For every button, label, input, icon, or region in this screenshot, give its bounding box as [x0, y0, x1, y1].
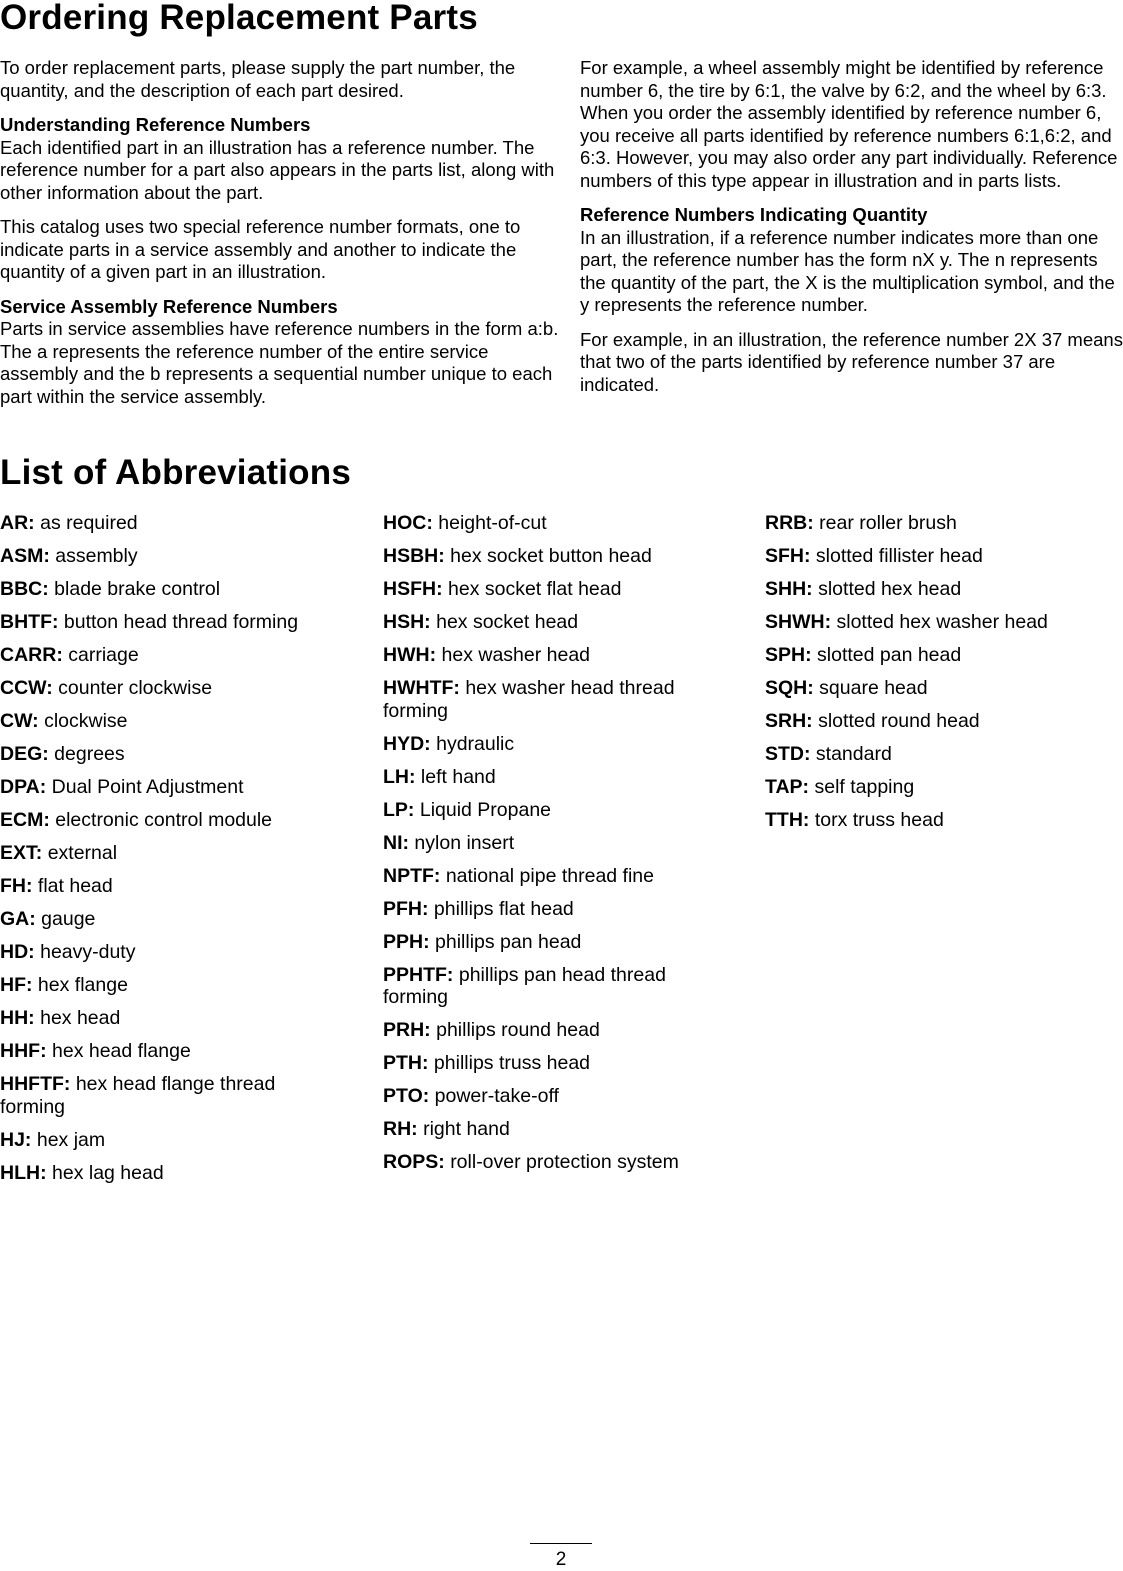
abbreviation-entry [383, 898, 728, 921]
abbreviation-entry [0, 1007, 330, 1030]
abbreviation-term: PTH: [383, 1052, 429, 1074]
abbreviation-term: SPH: [765, 644, 812, 666]
abbreviation-term: PPH: [383, 930, 430, 953]
abbreviation-term: SQH: [765, 677, 814, 699]
abbreviation-entry [383, 1151, 728, 1174]
abbreviation-entry [765, 776, 1123, 799]
abbreviation-definition: square head [819, 677, 928, 699]
abbreviation-definition: carriage [68, 644, 139, 666]
abbreviation-entry [383, 733, 728, 756]
abbreviation-definition: left hand [420, 765, 496, 788]
abbreviation-definition: as required [40, 512, 138, 534]
abbreviation-definition: counter clockwise [58, 677, 213, 699]
abbreviation-definition: button head thread forming [63, 611, 299, 633]
abbreviation-term: SRH: [765, 710, 813, 732]
abbreviation-term: HH: [0, 1007, 35, 1029]
abbreviation-term: LP: [383, 798, 415, 821]
section-heading-quantity: Reference Numbers Indicating Quantity [580, 204, 928, 225]
abbreviation-definition: hex socket head [436, 611, 579, 633]
abbreviation-term: CARR: [0, 644, 63, 666]
abbreviation-entry [765, 743, 1123, 766]
abbreviation-entry [0, 710, 330, 733]
intro-paragraph: To order replacement parts, please supply the part number, the quantity, and the description of each part desired. [0, 57, 516, 101]
abbreviation-term: BBC: [0, 578, 49, 600]
abbreviations-column-3 [765, 512, 1123, 842]
section-heading-understanding: Understanding Reference Numbers [0, 114, 311, 135]
abbreviation-entry [0, 1040, 330, 1063]
abbreviation-entry [0, 941, 330, 964]
abbreviation-definition: national pipe thread fine [445, 864, 654, 887]
abbreviation-entry [383, 677, 728, 722]
abbreviation-entry [0, 545, 330, 568]
abbreviation-definition: Liquid Propane [419, 798, 552, 821]
abbreviation-definition: heavy-duty [40, 941, 136, 963]
abbreviation-entry [0, 908, 330, 931]
abbreviation-entry [383, 865, 728, 888]
abbreviation-term: HF: [0, 974, 33, 996]
abbreviation-entry [0, 1129, 330, 1152]
abbreviation-term: RH: [383, 1118, 418, 1140]
ordering-column-left [0, 57, 560, 420]
abbreviation-term: ECM: [0, 809, 50, 831]
abbreviation-entry [383, 964, 728, 1009]
abbreviation-entry [765, 512, 1123, 535]
abbreviation-definition: roll-over protection system [450, 1151, 679, 1173]
abbreviation-entry [0, 644, 330, 667]
abbreviation-definition: gauge [41, 908, 96, 930]
abbreviation-entry [383, 766, 728, 789]
abbreviation-term: HHF: [0, 1040, 47, 1062]
abbreviation-term: GA: [0, 908, 36, 930]
abbreviation-definition: hydraulic [436, 732, 515, 755]
abbreviation-entry [765, 809, 1123, 832]
abbreviation-definition: self tapping [814, 776, 915, 798]
abbreviation-entry [383, 611, 728, 634]
abbreviation-term: CW: [0, 710, 39, 732]
abbreviation-definition: degrees [54, 743, 125, 765]
abbreviation-entry [0, 512, 330, 535]
section-heading-service-assembly: Service Assembly Reference Numbers [0, 295, 338, 317]
abbreviation-definition: nylon insert [414, 831, 515, 854]
ordering-column-right [580, 57, 1123, 408]
abbreviation-definition: slotted hex washer head [836, 611, 1048, 633]
abbreviation-definition: hex flange [37, 974, 128, 996]
abbreviation-definition: electronic control module [55, 809, 273, 831]
abbreviation-definition: hex washer head [441, 644, 591, 666]
abbreviation-definition: hex socket flat head [448, 578, 622, 600]
abbreviation-term: HSBH: [383, 545, 445, 567]
abbreviation-definition: hex head flange thread forming [0, 1073, 276, 1118]
abbreviation-term: PFH: [383, 897, 429, 920]
abbreviation-term: TAP: [765, 776, 810, 798]
abbreviation-definition: power-take-off [434, 1085, 559, 1107]
abbreviation-term: DEG: [0, 743, 49, 765]
abbreviation-entry [765, 578, 1123, 601]
abbreviation-entry [383, 799, 728, 822]
abbreviation-term: STD: [765, 743, 811, 765]
abbreviation-term: NPTF: [383, 864, 441, 887]
abbreviation-term: DPA: [0, 776, 47, 798]
abbreviation-term: HSH: [383, 611, 431, 633]
abbreviation-definition: hex jam [36, 1128, 106, 1151]
abbreviation-definition: slotted fillister head [815, 545, 983, 567]
abbreviation-definition: standard [815, 743, 892, 765]
abbreviation-entry [765, 677, 1123, 700]
abbreviation-entry [383, 1118, 728, 1141]
abbreviation-definition: slotted pan head [817, 644, 962, 666]
understanding-paragraph-2: This catalog uses two special reference number formats, one to indicate parts in a service assembly and another to indicate the quantity of a given part in an illustration. [0, 216, 521, 282]
abbreviation-term: LH: [383, 765, 416, 788]
abbreviations-title: List of Abbreviations [0, 453, 351, 492]
abbreviation-term: FH: [0, 875, 33, 897]
abbreviation-entry [0, 611, 330, 634]
abbreviation-definition: phillips round head [436, 1019, 600, 1041]
abbreviation-term: CCW: [0, 677, 53, 699]
abbreviation-term: EXT: [0, 842, 43, 864]
abbreviation-definition: right hand [423, 1118, 510, 1140]
abbreviation-definition: Dual Point Adjustment [51, 776, 244, 798]
abbreviation-term: SFH: [765, 545, 811, 567]
abbreviation-entry [383, 931, 728, 954]
abbreviation-definition: hex lag head [52, 1161, 164, 1184]
abbreviation-term: AR: [0, 512, 35, 534]
abbreviation-term: HSFH: [383, 578, 443, 600]
abbreviation-entry [0, 1162, 330, 1185]
abbreviation-term: HWHTF: [383, 677, 460, 699]
abbreviation-definition: hex head [40, 1007, 121, 1029]
abbreviation-term: HLH: [0, 1161, 47, 1184]
abbreviation-term: PTO: [383, 1085, 430, 1107]
abbreviations-column-2 [383, 512, 728, 1184]
abbreviation-entry [383, 512, 728, 535]
abbreviation-definition: assembly [55, 545, 138, 567]
abbreviation-entry [0, 1073, 330, 1118]
abbreviation-definition: phillips truss head [433, 1052, 591, 1074]
abbreviation-term: HYD: [383, 732, 431, 755]
service-assembly-paragraph-1: Parts in service assemblies have reference numbers in the form a:b. The a represents the reference number of the entire service assembly and the b represents a sequential number unique to each part within the service assembly. [0, 318, 559, 407]
abbreviation-entry [0, 842, 330, 865]
abbreviation-definition: height-of-cut [438, 512, 547, 534]
page-title: Ordering Replacement Parts [0, 0, 478, 37]
abbreviation-definition: torx truss head [814, 809, 944, 831]
abbreviation-entry [0, 776, 330, 799]
abbreviations-column-1 [0, 512, 330, 1195]
service-assembly-paragraph-2: For example, a wheel assembly might be identified by reference number 6, the tire by 6:1, the valve by 6:2, and the wheel by 6:3. When you order the assembly identified by reference number 6, you receive all parts identified by reference numbers 6:1,6:2, and 6:3. However, you may also order any part individually. Reference numbers of this type appear in illustration and in parts lists. [580, 57, 1118, 191]
abbreviation-definition: phillips pan head thread forming [383, 963, 666, 1008]
abbreviation-definition: flat head [37, 875, 113, 897]
abbreviation-term: HD: [0, 941, 35, 963]
abbreviation-entry [0, 677, 330, 700]
quantity-paragraph-1: In an illustration, if a reference number indicates more than one part, the reference number has the form nX y. The n represents the quantity of the part, the X is the multiplication symbol, and the y represents the reference number. [580, 226, 1115, 315]
abbreviation-definition: hex socket button head [450, 545, 652, 567]
abbreviation-definition: phillips pan head [435, 930, 582, 953]
abbreviation-entry [765, 644, 1123, 667]
abbreviation-term: RRB: [765, 512, 814, 534]
understanding-paragraph-1: Each identified part in an illustration has a reference number. The reference number for a part also appears in the parts list, along with other information about the part. [0, 136, 555, 203]
abbreviation-definition: external [47, 842, 118, 864]
abbreviation-definition: rear roller brush [819, 512, 957, 534]
abbreviation-term: NI: [383, 831, 409, 854]
abbreviation-entry [0, 578, 330, 601]
abbreviation-entry [0, 875, 330, 898]
abbreviation-definition: phillips flat head [433, 897, 574, 920]
abbreviation-term: HHFTF: [0, 1073, 71, 1095]
abbreviation-entry [383, 1085, 728, 1108]
abbreviation-entry [765, 611, 1123, 634]
abbreviation-definition: clockwise [44, 710, 128, 732]
abbreviation-entry [383, 545, 728, 568]
abbreviation-term: SHWH: [765, 611, 832, 633]
abbreviation-term: HJ: [0, 1128, 32, 1151]
abbreviation-definition: blade brake control [54, 578, 221, 600]
abbreviation-entry [0, 974, 330, 997]
abbreviation-definition: slotted hex head [818, 578, 962, 600]
abbreviation-term: PRH: [383, 1019, 431, 1041]
abbreviation-entry [383, 644, 728, 667]
abbreviation-term: SHH: [765, 578, 813, 600]
abbreviation-term: TTH: [765, 809, 810, 831]
abbreviation-entry [383, 1019, 728, 1042]
quantity-paragraph-2: For example, in an illustration, the reference number 2X 37 means that two of the parts identified by reference number 37 are indicated. [580, 328, 1123, 395]
abbreviation-definition: hex washer head thread forming [383, 677, 675, 722]
abbreviation-term: BHTF: [0, 611, 59, 633]
abbreviation-entry [0, 743, 330, 766]
abbreviation-term: HOC: [383, 512, 433, 534]
abbreviation-entry [383, 578, 728, 601]
abbreviation-term: ASM: [0, 545, 50, 567]
abbreviation-entry [383, 832, 728, 855]
abbreviation-term: PPHTF: [383, 963, 454, 986]
abbreviation-entry [383, 1052, 728, 1075]
abbreviation-entry [765, 545, 1123, 568]
abbreviation-definition: hex head flange [52, 1040, 191, 1062]
abbreviation-term: ROPS: [383, 1151, 445, 1173]
abbreviation-entry [765, 710, 1123, 733]
page-number: 2 [530, 1543, 592, 1571]
abbreviation-definition: slotted round head [818, 710, 980, 732]
abbreviation-entry [0, 809, 330, 832]
abbreviation-term: HWH: [383, 644, 437, 666]
